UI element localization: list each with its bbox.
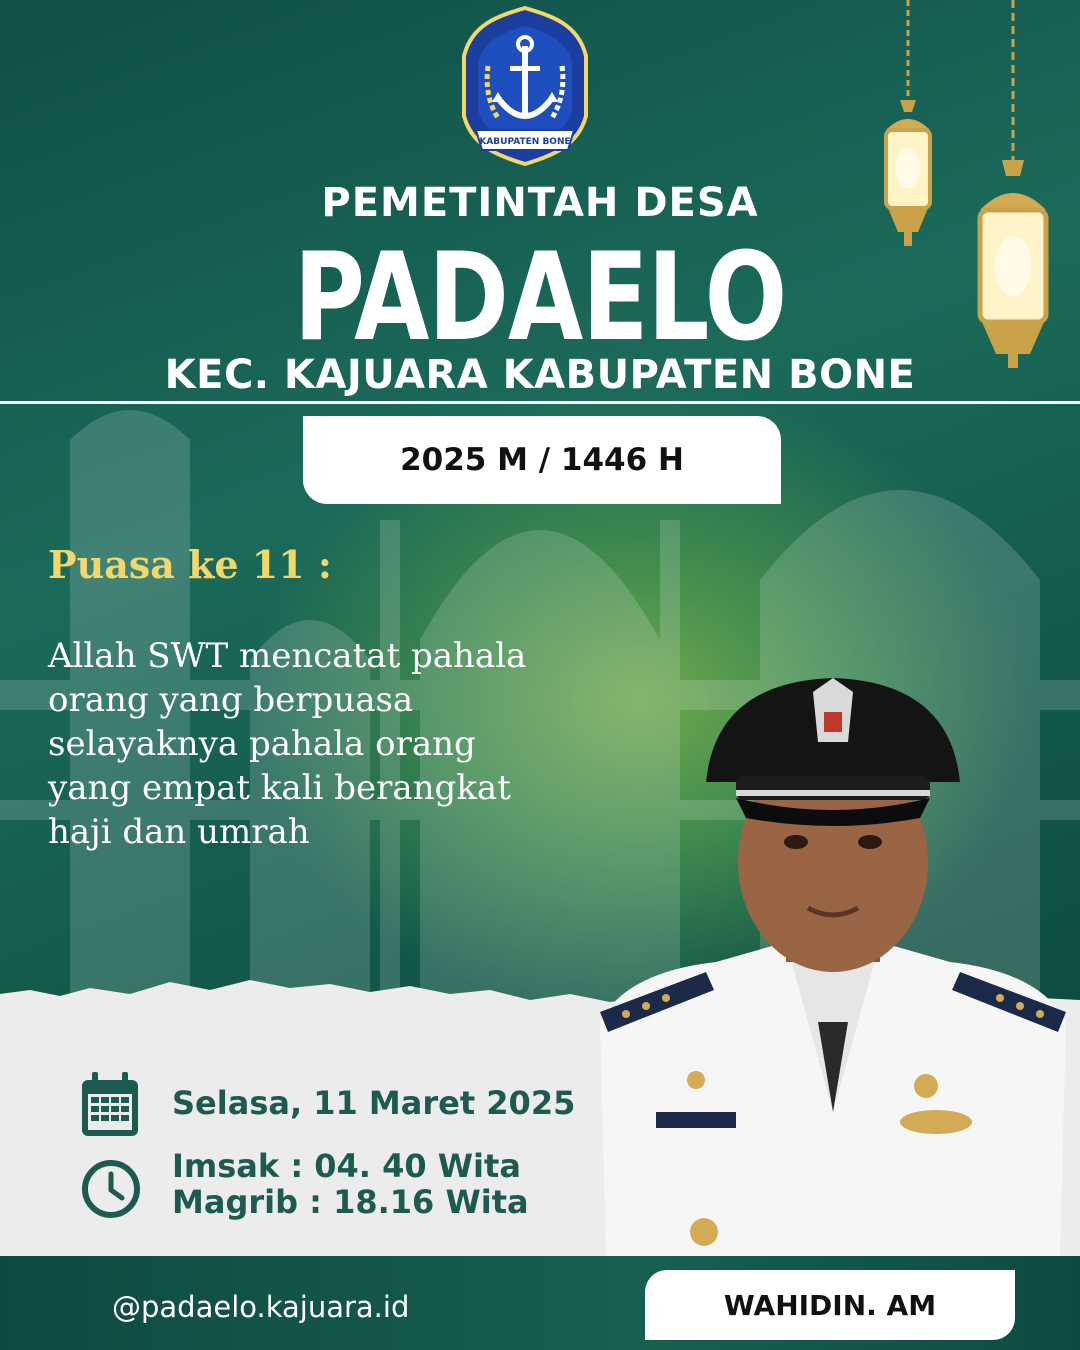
person-name: WAHIDIN. AM bbox=[723, 1288, 937, 1322]
message-body: Allah SWT mencatat pahala orang yang berpuasa selayaknya pahala orang yang empat kali berangkat haji dan umrah bbox=[48, 636, 527, 852]
svg-text:KABUPATEN BONE: KABUPATEN BONE bbox=[479, 137, 571, 147]
org-line: PEMETINTAH DESA bbox=[321, 180, 759, 226]
magrib-time: Magrib : 18.16 Wita bbox=[172, 1183, 529, 1221]
prayer-times bbox=[172, 1148, 529, 1220]
fasting-day-heading: Puasa ke 11 : bbox=[48, 542, 332, 587]
kabupaten-bone-crest-icon bbox=[458, 6, 592, 168]
calendar-icon bbox=[80, 1072, 140, 1138]
imsak-time: Imsak : 04. 40 Wita bbox=[172, 1147, 521, 1185]
village-name: PADAELO bbox=[293, 228, 787, 368]
social-handle: @padaelo.kajuara.id bbox=[112, 1290, 410, 1324]
clock-icon bbox=[80, 1158, 142, 1220]
date-text: Selasa, 11 Maret 2025 bbox=[172, 1084, 576, 1122]
official-portrait bbox=[586, 672, 1080, 1256]
name-badge bbox=[645, 1270, 1015, 1340]
region-line: KEC. KAJUARA KABUPATEN BONE bbox=[164, 352, 916, 398]
year-badge bbox=[303, 416, 781, 504]
header-divider bbox=[0, 401, 1080, 404]
year-label: 2025 M / 1446 H bbox=[400, 442, 684, 478]
